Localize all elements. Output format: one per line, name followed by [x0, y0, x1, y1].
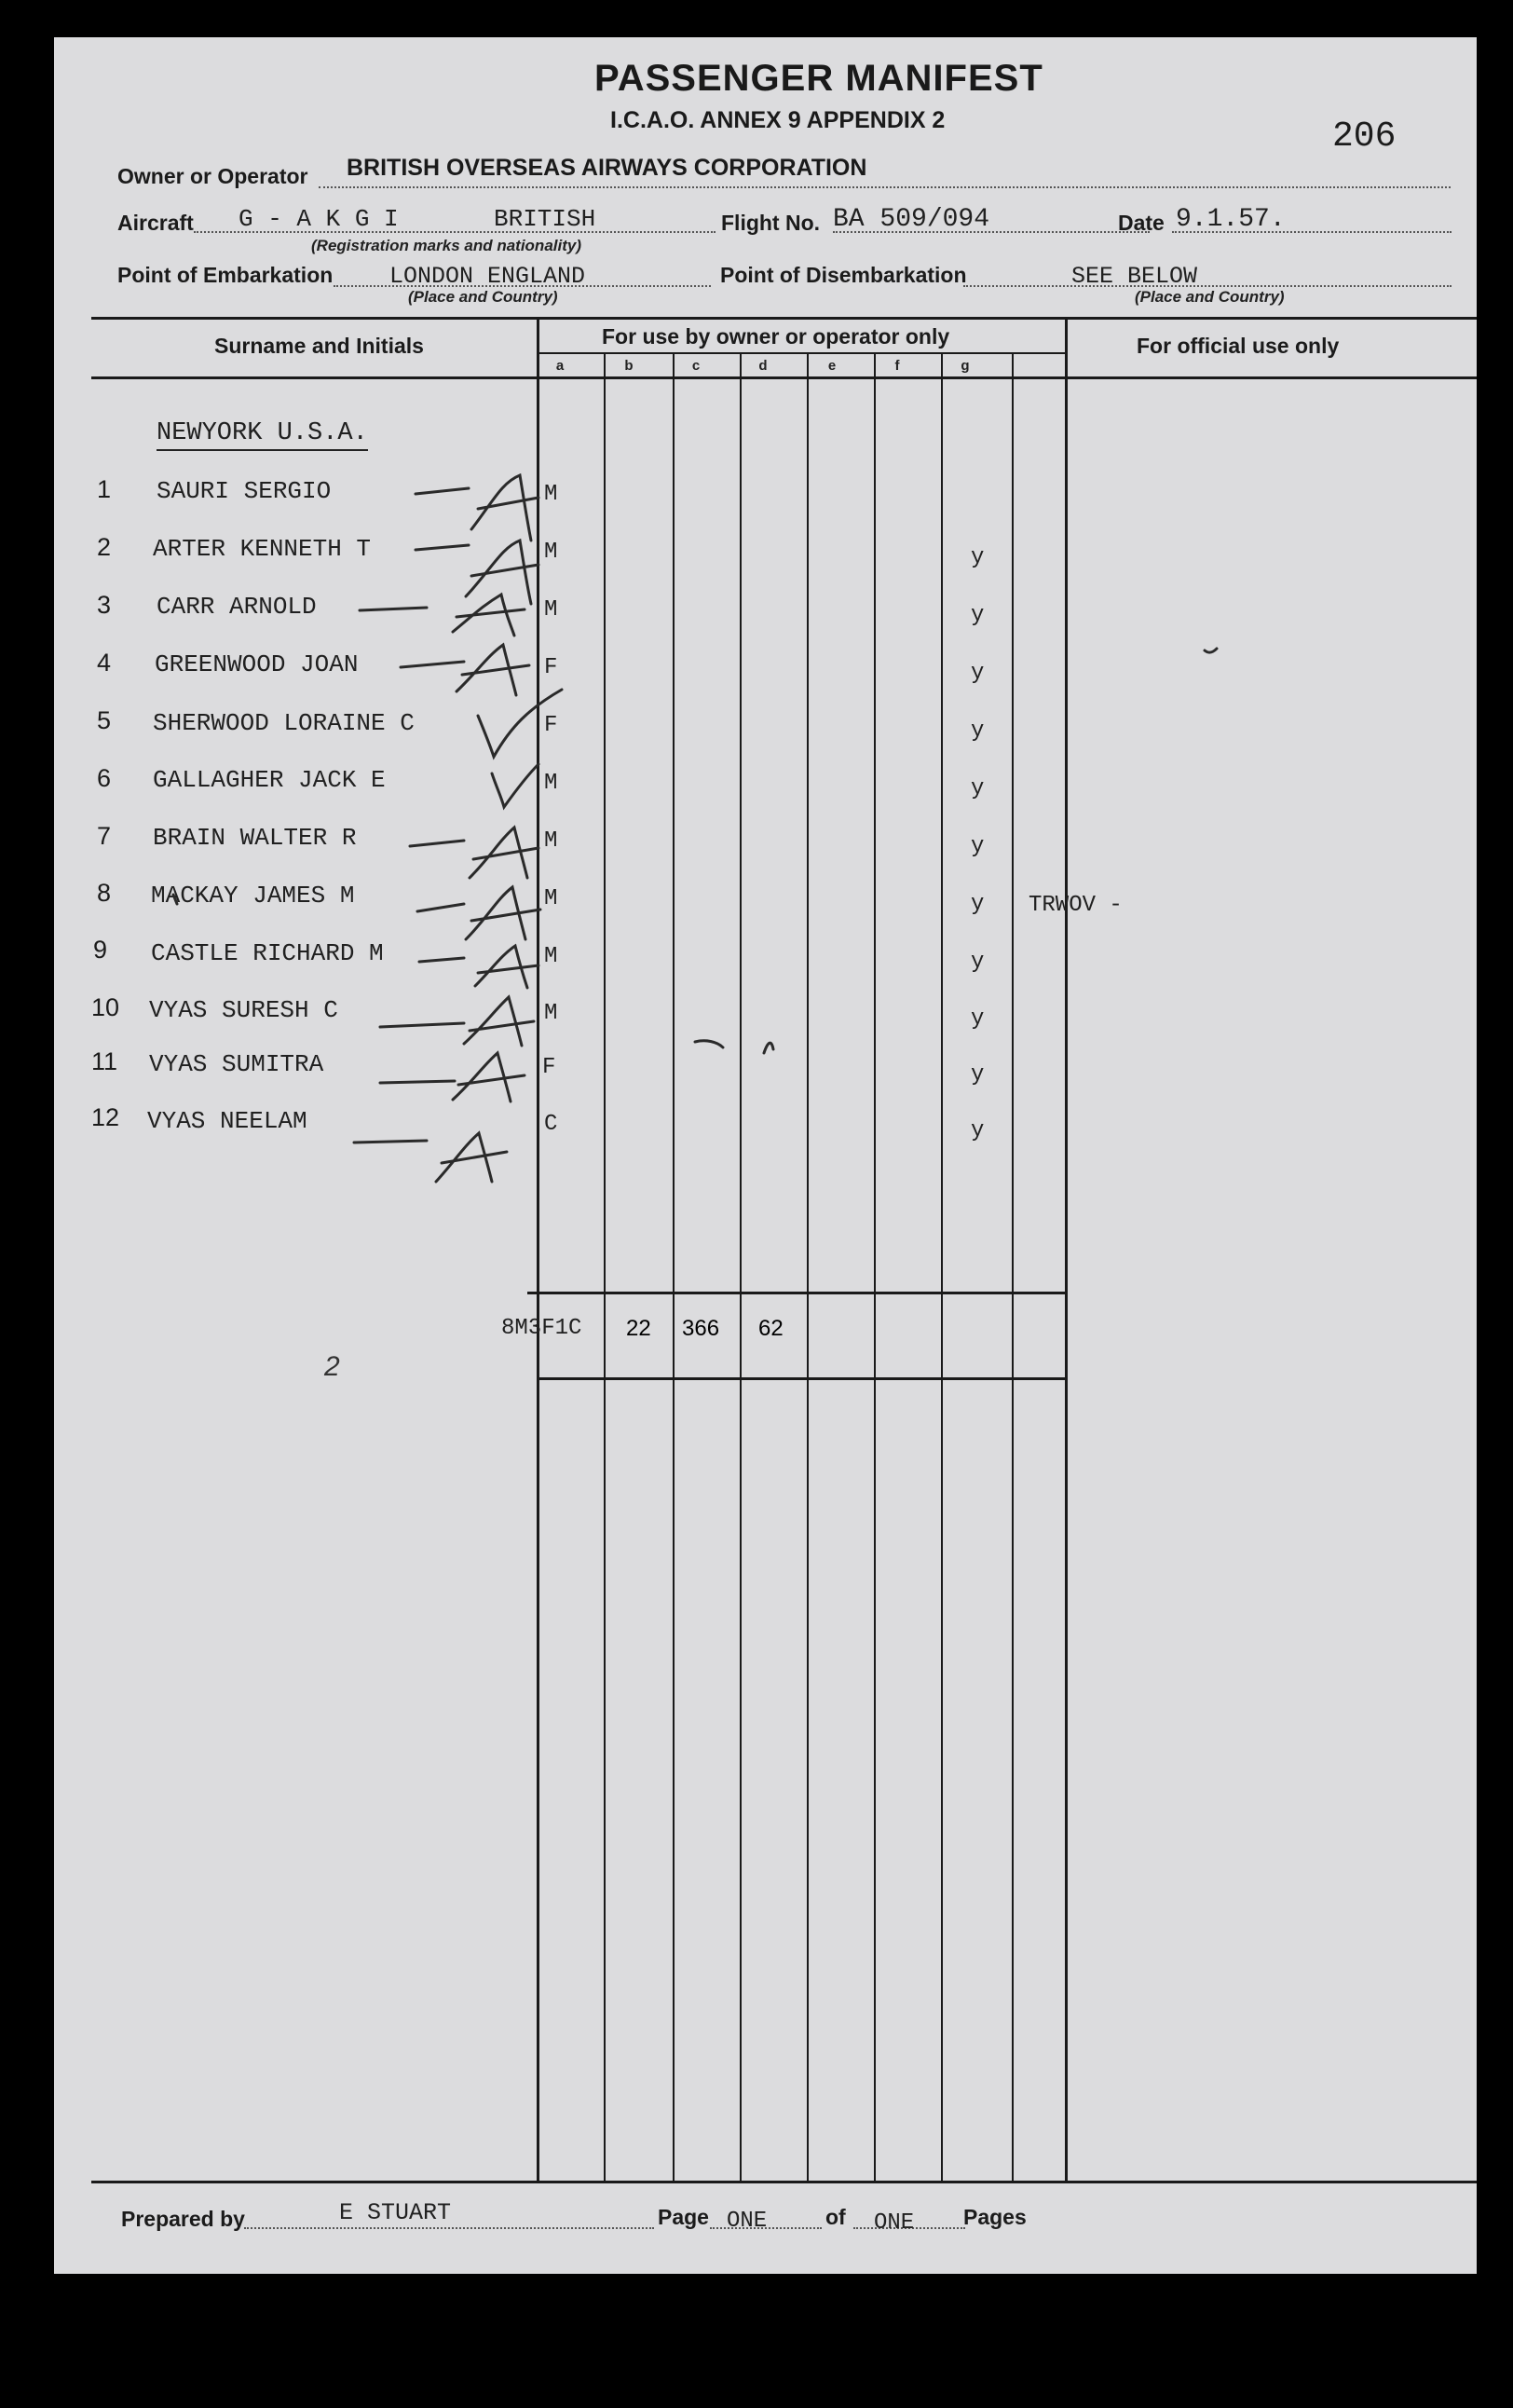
page-value: ONE	[727, 2209, 768, 2234]
dash-mark	[410, 841, 464, 846]
embark-value: LONDON ENGLAND	[389, 263, 586, 290]
aircraft-nationality: BRITISH	[494, 205, 596, 233]
col-g-mark: y	[971, 718, 985, 744]
passenger-name: ARTER KENNETH T	[153, 535, 372, 563]
dash-mark	[416, 488, 469, 494]
aircraft-registration: G - A K G I	[239, 205, 399, 233]
passenger-name: VYAS SUMITRA	[149, 1050, 324, 1078]
passenger-name: MACKAY JAMES M	[151, 882, 355, 910]
totals-col-d: 62	[758, 1316, 784, 1341]
aircraft-label: Aircraft	[117, 211, 194, 235]
sex-code: M	[544, 1001, 558, 1026]
passenger-name: VYAS NEELAM	[147, 1107, 307, 1135]
passenger-name: SAURI SERGIO	[157, 477, 332, 505]
sub-col-b: b	[624, 358, 634, 374]
owner-label: Owner or Operator	[117, 164, 308, 188]
row-number: 4	[97, 649, 112, 677]
col-g-mark: y	[971, 950, 985, 975]
handwritten-a-mark	[470, 828, 538, 878]
page-label: Page	[658, 2205, 709, 2229]
handwritten-a-mark	[453, 1053, 525, 1101]
totals-sex-summary: 8M3F1C	[501, 1316, 582, 1341]
prepared-value: E STUART	[339, 2199, 452, 2226]
sub-col-c: c	[691, 358, 701, 374]
col-surname-header: Surname and Initials	[214, 334, 424, 358]
sex-code: M	[544, 944, 558, 969]
row-number: 10	[91, 993, 120, 1021]
col-g-mark: y	[971, 1062, 985, 1088]
sex-code: M	[544, 482, 558, 507]
sex-code: F	[544, 713, 558, 738]
handwritten-a-mark	[464, 997, 534, 1046]
document-title: PASSENGER MANIFEST	[594, 58, 1043, 99]
handwritten-a-mark	[471, 475, 538, 540]
document-subtitle: I.C.A.O. ANNEX 9 APPENDIX 2	[610, 107, 946, 133]
dash-mark	[354, 1141, 427, 1142]
sex-code: C	[544, 1112, 558, 1137]
passenger-name: VYAS SURESH C	[149, 996, 338, 1024]
passenger-name: CASTLE RICHARD M	[151, 939, 384, 967]
row-number: 5	[97, 706, 112, 734]
sex-code: M	[544, 886, 558, 911]
margin-note: 2	[324, 1351, 340, 1382]
page-number-stamp: 206	[1332, 116, 1397, 157]
disembark-label: Point of Disembarkation	[720, 263, 967, 287]
row-number: 6	[97, 764, 112, 792]
handwritten-a-mark	[475, 946, 538, 988]
handwritten-approval-marks	[54, 37, 1477, 1249]
row-number: 9	[93, 936, 108, 964]
stray-mark	[1205, 649, 1217, 652]
dash-mark	[401, 662, 464, 667]
sex-code: M	[544, 597, 558, 623]
dash-mark	[380, 1081, 455, 1083]
row-number: 11	[91, 1047, 118, 1075]
col-g-mark: y	[971, 545, 985, 570]
check-mark	[492, 764, 538, 807]
col-g-mark: y	[971, 892, 985, 917]
stray-mark	[173, 895, 177, 904]
row-number: 2	[97, 533, 112, 561]
passenger-name: GALLAGHER JACK E	[153, 766, 386, 794]
sub-col-e: e	[827, 358, 837, 374]
check-mark	[478, 690, 562, 757]
handwritten-a-mark	[453, 595, 525, 636]
col-g-mark: y	[971, 1006, 985, 1032]
handwritten-a-mark	[457, 645, 529, 695]
col-g-mark: y	[971, 1118, 985, 1143]
sex-code: F	[544, 655, 558, 680]
stray-mark	[764, 1043, 773, 1053]
col-g-mark: y	[971, 603, 985, 628]
dash-mark	[419, 958, 464, 962]
embark-note: (Place and Country)	[408, 288, 558, 306]
col-g-mark: y	[971, 661, 985, 686]
dash-mark	[416, 545, 469, 550]
flight-value: BA 509/094	[833, 205, 990, 234]
col-g-mark: y	[971, 776, 985, 801]
sub-col-g: g	[961, 358, 970, 374]
row-number: 1	[97, 475, 112, 503]
manifest-sheet	[54, 37, 1477, 2274]
sex-code: M	[544, 771, 558, 796]
row-number: 7	[97, 822, 112, 850]
stray-mark	[695, 1041, 723, 1047]
destination-heading: NEWYORK U.S.A.	[157, 419, 368, 451]
disembark-value: SEE BELOW	[1071, 263, 1198, 290]
disembark-note: (Place and Country)	[1135, 288, 1285, 306]
date-label: Date	[1118, 211, 1165, 235]
passenger-name: GREENWOOD JOAN	[155, 650, 359, 678]
col-official-header: For official use only	[1137, 334, 1340, 358]
official-note: TRWOV -	[1029, 893, 1123, 918]
of-value: ONE	[874, 2210, 915, 2236]
dash-mark	[417, 904, 464, 911]
passenger-name: CARR ARNOLD	[157, 593, 317, 621]
totals-col-b: 22	[626, 1316, 651, 1341]
totals-col-c: 366	[682, 1316, 720, 1341]
sex-code: F	[542, 1055, 556, 1080]
date-value: 9.1.57.	[1176, 205, 1286, 234]
dash-mark	[360, 608, 427, 610]
sex-code: M	[544, 540, 558, 565]
of-label: of	[825, 2205, 846, 2229]
flight-label: Flight No.	[721, 211, 821, 235]
sub-col-a: a	[555, 358, 565, 374]
embark-label: Point of Embarkation	[117, 263, 334, 287]
sub-col-f: f	[894, 358, 900, 374]
pages-label: Pages	[963, 2205, 1027, 2229]
row-number: 12	[91, 1103, 120, 1131]
owner-value: BRITISH OVERSEAS AIRWAYS CORPORATION	[347, 155, 867, 181]
sex-code: M	[544, 828, 558, 854]
handwritten-a-mark	[436, 1133, 507, 1182]
dash-mark	[380, 1023, 464, 1027]
row-number: 3	[97, 591, 112, 619]
sub-col-d: d	[758, 358, 768, 374]
passenger-name: BRAIN WALTER R	[153, 824, 357, 852]
handwritten-a-mark	[466, 887, 540, 939]
passenger-name: SHERWOOD LORAINE C	[153, 709, 415, 737]
col-g-mark: y	[971, 834, 985, 859]
row-number: 8	[97, 879, 112, 907]
aircraft-note: (Registration marks and nationality)	[311, 237, 581, 254]
prepared-label: Prepared by	[121, 2207, 245, 2231]
col-owner-header: For use by owner or operator only	[602, 324, 950, 349]
